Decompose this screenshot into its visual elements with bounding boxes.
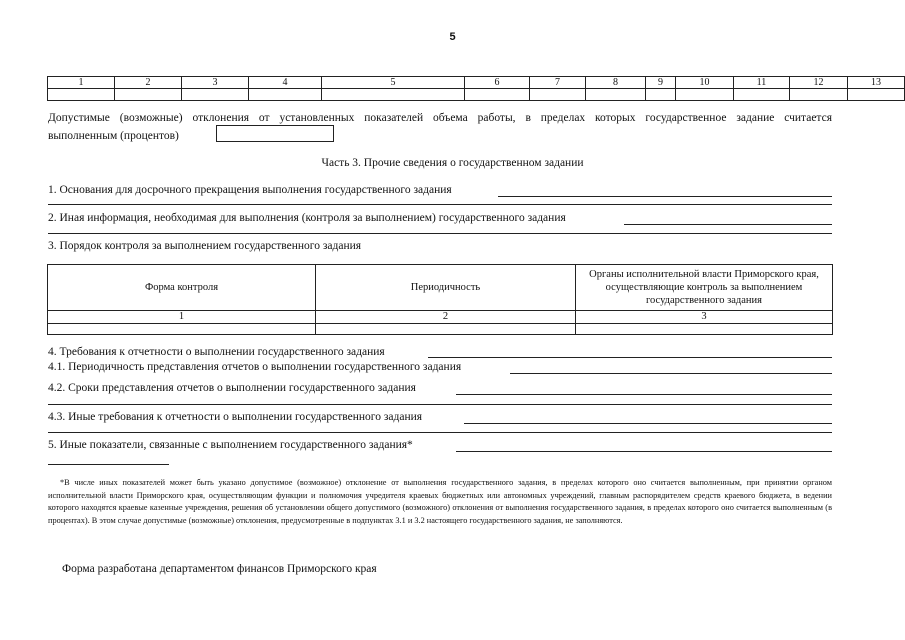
control-number-row <box>48 311 833 324</box>
control-table <box>47 264 833 335</box>
column-number: 12 <box>790 77 848 89</box>
column-number: 10 <box>676 77 734 89</box>
item-2-line[interactable] <box>624 224 832 225</box>
empty-cell <box>322 89 465 101</box>
header-form-of-control: Форма контроля <box>48 265 316 311</box>
empty-cell <box>734 89 790 101</box>
column-number: 4 <box>249 77 322 89</box>
control-empty-row <box>48 324 833 335</box>
indicator-table <box>47 76 905 101</box>
separator-line <box>48 204 832 205</box>
item-4-3-label: 4.3. Иные требования к отчетности о выполнении государственного задания <box>48 411 423 423</box>
page-number: 5 <box>449 31 456 43</box>
empty-cell[interactable] <box>316 324 576 335</box>
item-5-label: 5. Иные показатели, связанные с выполнением государственного задания* <box>48 439 413 451</box>
empty-cell <box>586 89 646 101</box>
column-number: 3 <box>576 311 833 324</box>
empty-cell <box>465 89 530 101</box>
deviation-text: Допустимые (возможные) отклонения от установленных показателей объема работы, в пределах которых государственное задание считается <box>48 112 832 124</box>
column-number: 6 <box>465 77 530 89</box>
empty-cell <box>676 89 734 101</box>
empty-cell <box>530 89 586 101</box>
column-number: 9 <box>646 77 676 89</box>
empty-cell <box>48 89 115 101</box>
column-number: 13 <box>848 77 905 89</box>
column-number: 1 <box>48 77 115 89</box>
item-4-2-line[interactable] <box>456 394 832 395</box>
header-control-bodies: Органы исполнительной власти Приморского края, осуществляющие контроль за выполнением государственного задания <box>576 265 833 311</box>
separator-line <box>48 404 832 405</box>
item-5-line[interactable] <box>456 451 832 452</box>
item-4-2-label: 4.2. Сроки представления отчетов о выполнении государственного задания <box>48 382 416 394</box>
item-4-1-label: 4.1. Периодичность представления отчетов о выполнении государственного задания <box>48 361 462 373</box>
item-1-line[interactable] <box>498 196 832 197</box>
empty-cell <box>115 89 182 101</box>
empty-cell <box>182 89 249 101</box>
part3-title: Часть 3. Прочие сведения о государственном задании <box>321 157 584 169</box>
item-4-3-line[interactable] <box>464 423 832 424</box>
footnote-text: *В числе иных показателей может быть указано допустимое (возможное) отклонение от выполнения государственного задания, в пределах которого оно считается выполненным, при принятии органом исполнительной власти Приморского края, осуществляющим функции и полномочия учредителя краевых бюджетных или автономных учреждений, главным распорядителем средств краевого бюджета, в ведении которого находятся краевые казенные учреждения, решения об установлении общего допустимого (возможного) отклонения от выполнения государственного задания, в пределах которого оно считается выполненным (в процентах). В этом случае допустимые (возможные) отклонения, предусмотренные в подпунктах 3.1 и 3.2 настоящего государственного задания, не заполняются. <box>48 478 832 525</box>
empty-cell[interactable] <box>576 324 833 335</box>
deviation-text-cont: выполненным (процентов) <box>48 130 179 142</box>
form-developed-note: Форма разработана департаментом финансов Приморского края <box>62 563 377 575</box>
separator-line <box>48 233 832 234</box>
column-number: 8 <box>586 77 646 89</box>
percent-input-box[interactable] <box>216 125 334 142</box>
item-4-1-line[interactable] <box>510 373 832 374</box>
column-number: 3 <box>182 77 249 89</box>
separator-line <box>48 432 832 433</box>
column-number: 2 <box>115 77 182 89</box>
item-4-line[interactable] <box>428 357 832 358</box>
item-2-label: 2. Иная информация, необходимая для выполнения (контроля за выполнением) государственного задания <box>48 212 566 224</box>
empty-cell <box>848 89 905 101</box>
column-number: 11 <box>734 77 790 89</box>
empty-row <box>48 89 905 101</box>
empty-cell <box>790 89 848 101</box>
column-number-row <box>48 77 905 89</box>
column-number: 5 <box>322 77 465 89</box>
item-3-label: 3. Порядок контроля за выполнением государственного задания <box>48 240 362 252</box>
item-4-label: 4. Требования к отчетности о выполнении государственного задания <box>48 346 385 358</box>
item-1-label: 1. Основания для досрочного прекращения выполнения государственного задания <box>48 184 452 196</box>
empty-cell[interactable] <box>48 324 316 335</box>
column-number: 2 <box>316 311 576 324</box>
empty-cell <box>646 89 676 101</box>
column-number: 1 <box>48 311 316 324</box>
footnote-rule <box>48 464 169 465</box>
column-number: 7 <box>530 77 586 89</box>
control-header-row <box>48 265 833 311</box>
empty-cell <box>249 89 322 101</box>
header-periodicity: Периодичность <box>316 265 576 311</box>
